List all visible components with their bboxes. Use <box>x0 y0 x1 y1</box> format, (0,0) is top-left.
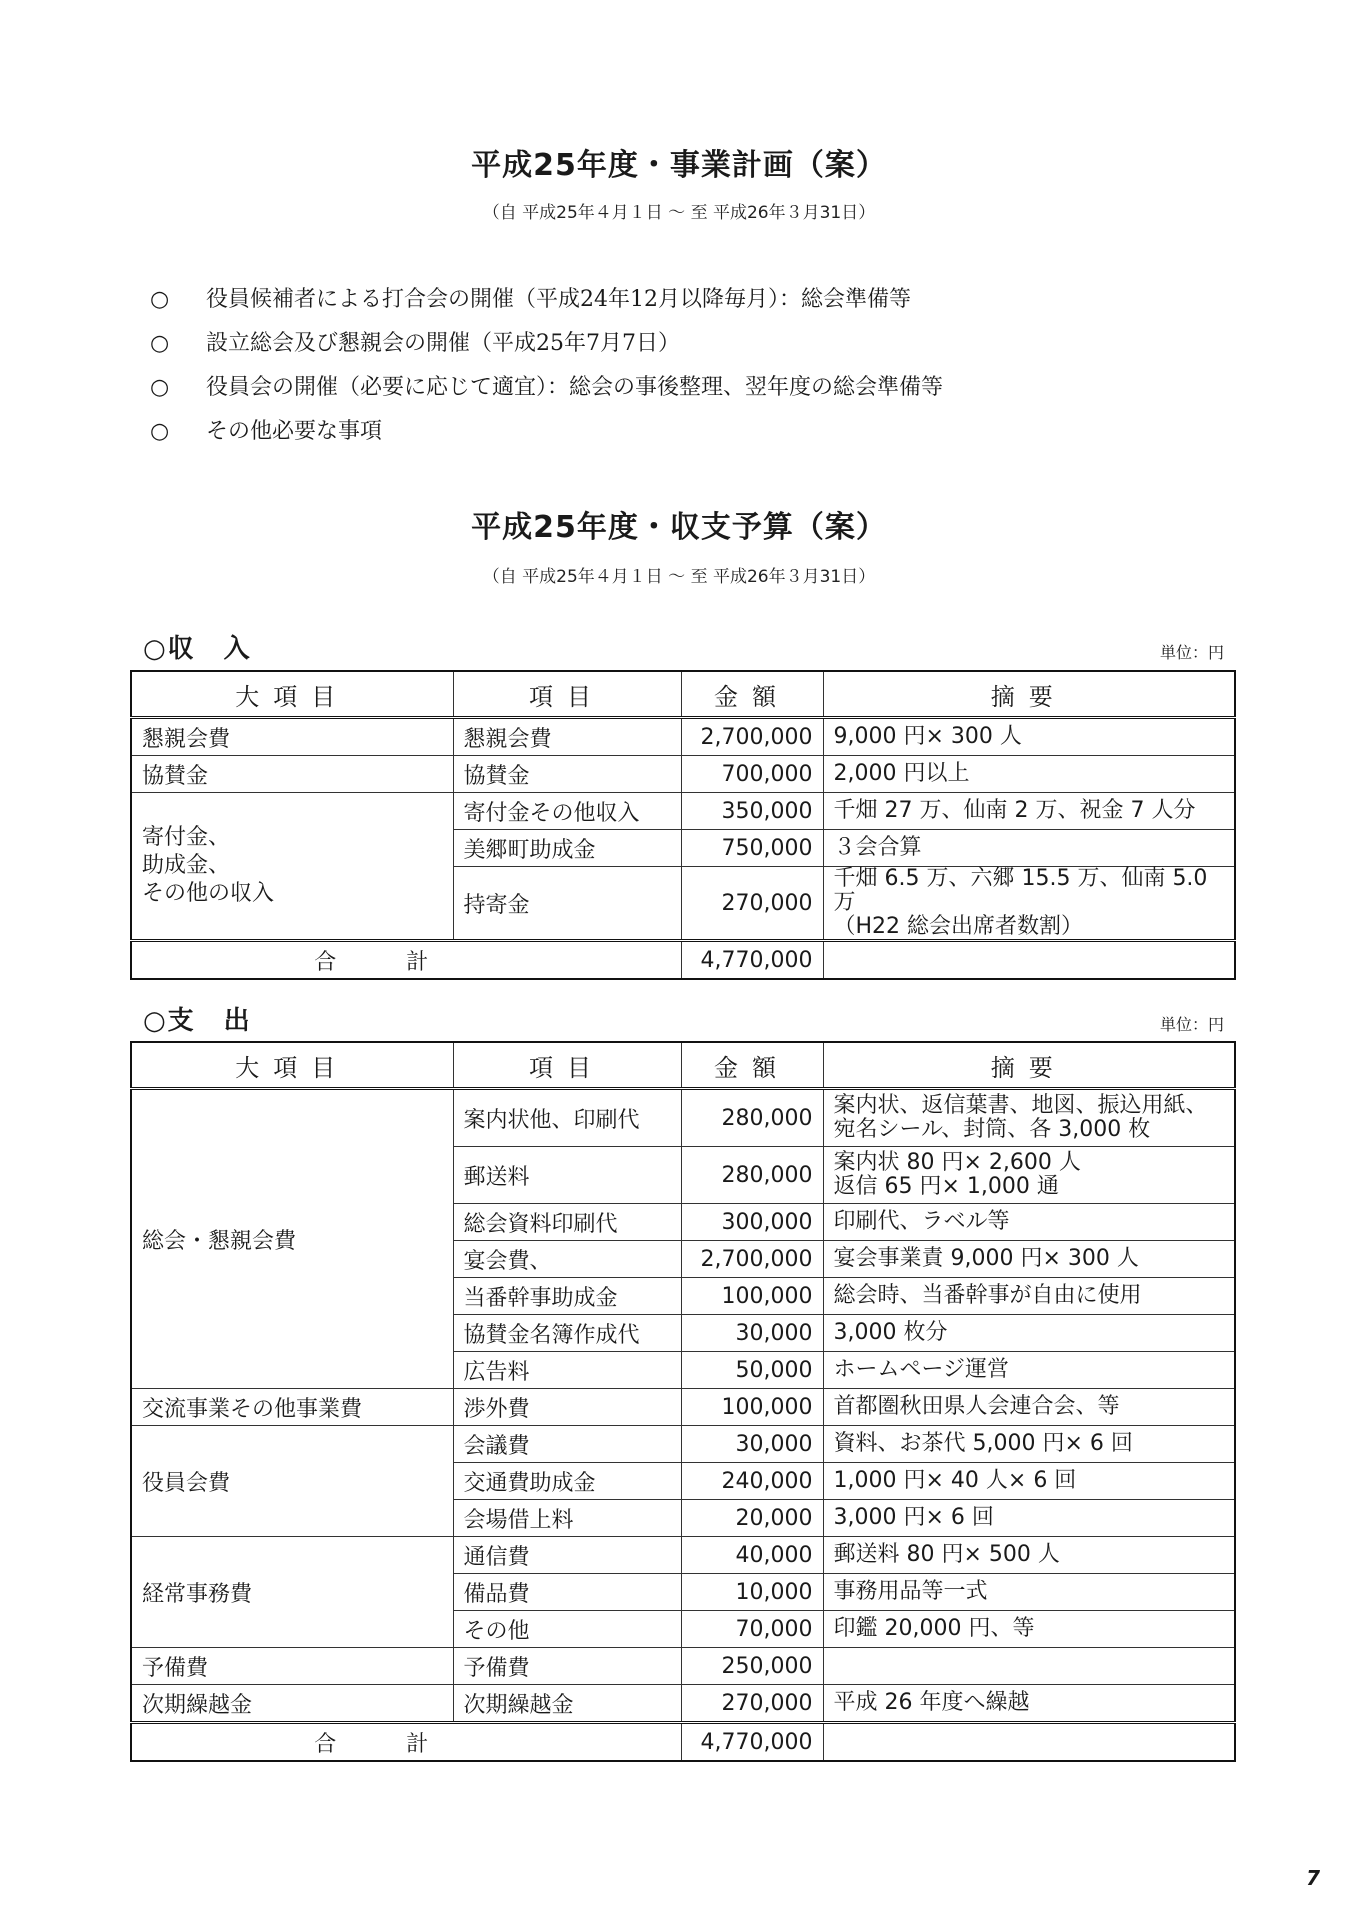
amount-cell: 300,000 <box>681 1204 823 1241</box>
item-cell: 予備費 <box>453 1648 681 1685</box>
amount-cell: 270,000 <box>681 867 823 941</box>
amount-cell: 20,000 <box>681 1500 823 1537</box>
col-item: 項目 <box>453 1042 681 1089</box>
amount-cell: 50,000 <box>681 1352 823 1389</box>
table-row <box>131 1648 1235 1685</box>
item-cell: 持寄金 <box>453 867 681 941</box>
table-header-row <box>131 671 1235 718</box>
plan-item <box>150 322 943 366</box>
note-cell: 3,000 円× 6 回 <box>823 1500 1235 1537</box>
income-unit: 単位：円 <box>1159 643 1224 662</box>
plan-item-text: 役員会の開催（必要に応じて適宜）：総会の事後整理、翌年度の総会準備等 <box>206 375 944 400</box>
plan-item <box>150 366 943 410</box>
item-cell: 宴会費、 <box>453 1241 681 1278</box>
col-major: 大項目 <box>131 1042 453 1089</box>
major-cell: 次期繰越金 <box>131 1685 453 1723</box>
plan-list <box>150 278 943 454</box>
item-cell: 広告料 <box>453 1352 681 1389</box>
major-cell: 総会・懇親会費 <box>131 1089 453 1389</box>
major-cell: 予備費 <box>131 1648 453 1685</box>
note-cell: 事務用品等一式 <box>823 1574 1235 1611</box>
page-number: 7 <box>1306 1866 1320 1890</box>
major-cell: 懇親会費 <box>131 718 453 756</box>
note-cell: 総会時、当番幹事が自由に使用 <box>823 1278 1235 1315</box>
item-cell: 次期繰越金 <box>453 1685 681 1723</box>
total-label: 合計 <box>131 1723 681 1762</box>
expense-unit: 単位：円 <box>1159 1015 1224 1034</box>
note-cell: 首都圏秋田県人会連合会、等 <box>823 1389 1235 1426</box>
amount-cell: 40,000 <box>681 1537 823 1574</box>
plan-title: 平成25年度・事業計画（案） <box>471 148 887 183</box>
item-cell: 案内状他、印刷代 <box>453 1089 681 1147</box>
amount-cell: 30,000 <box>681 1426 823 1463</box>
note-cell <box>823 1723 1235 1762</box>
expense-heading: ○支 出 <box>143 1006 252 1036</box>
major-cell: 寄付金、 助成金、 その他の収入 <box>131 793 453 941</box>
major-cell: 交流事業その他事業費 <box>131 1389 453 1426</box>
item-cell: 渉外費 <box>453 1389 681 1426</box>
plan-item-text: 設立総会及び懇親会の開催（平成25年7月7日） <box>206 331 680 356</box>
note-cell: ３会合算 <box>823 830 1235 867</box>
note-cell <box>823 941 1235 980</box>
amount-cell: 750,000 <box>681 830 823 867</box>
item-cell: 交通費助成金 <box>453 1463 681 1500</box>
amount-cell: 70,000 <box>681 1611 823 1648</box>
amount-cell: 240,000 <box>681 1463 823 1500</box>
total-row <box>131 941 1235 980</box>
col-note: 摘要 <box>823 1042 1235 1089</box>
note-cell: 案内状 80 円× 2,600 人 返信 65 円× 1,000 通 <box>823 1147 1235 1204</box>
item-cell: 備品費 <box>453 1574 681 1611</box>
table-row <box>131 1389 1235 1426</box>
note-cell: 印刷代、ラベル等 <box>823 1204 1235 1241</box>
major-cell: 協賛金 <box>131 756 453 793</box>
amount-cell: 2,700,000 <box>681 1241 823 1278</box>
table-row <box>131 1537 1235 1574</box>
item-cell: 会議費 <box>453 1426 681 1463</box>
circle-bullet: ○ <box>150 331 170 356</box>
item-cell: 郵送料 <box>453 1147 681 1204</box>
amount-cell: 100,000 <box>681 1278 823 1315</box>
amount-cell: 350,000 <box>681 793 823 830</box>
total-label: 合計 <box>131 941 681 980</box>
item-cell: 美郷町助成金 <box>453 830 681 867</box>
plan-period: （自 平成25年４月１日 ～ 至 平成26年３月31日） <box>482 203 876 223</box>
item-cell: 会場借上料 <box>453 1500 681 1537</box>
note-cell: 1,000 円× 40 人× 6 回 <box>823 1463 1235 1500</box>
amount-cell: 700,000 <box>681 756 823 793</box>
amount-cell: 270,000 <box>681 1685 823 1723</box>
amount-cell: 280,000 <box>681 1089 823 1147</box>
note-cell: 2,000 円以上 <box>823 756 1235 793</box>
note-cell: 9,000 円× 300 人 <box>823 718 1235 756</box>
item-cell: 当番幹事助成金 <box>453 1278 681 1315</box>
major-cell: 経常事務費 <box>131 1537 453 1648</box>
amount-cell: 2,700,000 <box>681 718 823 756</box>
table-row <box>131 1089 1235 1147</box>
note-cell: 資料、お茶代 5,000 円× 6 回 <box>823 1426 1235 1463</box>
col-major: 大項目 <box>131 671 453 718</box>
circle-bullet: ○ <box>150 419 170 444</box>
total-row <box>131 1723 1235 1762</box>
table-row <box>131 1426 1235 1463</box>
plan-item-text: 役員候補者による打合会の開催（平成24年12月以降毎月）：総会準備等 <box>206 287 911 312</box>
total-amount: 4,770,000 <box>681 941 823 980</box>
table-row <box>131 718 1235 756</box>
item-cell: 通信費 <box>453 1537 681 1574</box>
note-cell: 郵送料 80 円× 500 人 <box>823 1537 1235 1574</box>
budget-period: （自 平成25年４月１日 ～ 至 平成26年３月31日） <box>482 567 876 587</box>
col-amount: 金額 <box>681 671 823 718</box>
plan-item <box>150 410 943 454</box>
circle-bullet: ○ <box>150 375 170 400</box>
amount-cell: 30,000 <box>681 1315 823 1352</box>
table-header-row <box>131 1042 1235 1089</box>
note-cell: 宴会事業責 9,000 円× 300 人 <box>823 1241 1235 1278</box>
item-cell: 寄付金その他収入 <box>453 793 681 830</box>
amount-cell: 10,000 <box>681 1574 823 1611</box>
income-table <box>130 670 1236 980</box>
note-cell: 案内状、返信葉書、地図、振込用紙、 宛名シール、封筒、各 3,000 枚 <box>823 1089 1235 1147</box>
total-amount: 4,770,000 <box>681 1723 823 1762</box>
item-cell: 懇親会費 <box>453 718 681 756</box>
note-cell: 平成 26 年度へ繰越 <box>823 1685 1235 1723</box>
col-item: 項目 <box>453 671 681 718</box>
col-note: 摘要 <box>823 671 1235 718</box>
plan-item <box>150 278 943 322</box>
item-cell: 総会資料印刷代 <box>453 1204 681 1241</box>
table-row <box>131 756 1235 793</box>
major-cell: 役員会費 <box>131 1426 453 1537</box>
budget-title: 平成25年度・収支予算（案） <box>471 510 887 545</box>
amount-cell: 100,000 <box>681 1389 823 1426</box>
plan-item-text: その他必要な事項 <box>206 419 383 444</box>
item-cell: 協賛金 <box>453 756 681 793</box>
note-cell <box>823 1648 1235 1685</box>
item-cell: 協賛金名簿作成代 <box>453 1315 681 1352</box>
table-row <box>131 1685 1235 1723</box>
col-amount: 金額 <box>681 1042 823 1089</box>
amount-cell: 250,000 <box>681 1648 823 1685</box>
note-cell: 印鑑 20,000 円、等 <box>823 1611 1235 1648</box>
amount-cell: 280,000 <box>681 1147 823 1204</box>
expense-table <box>130 1041 1236 1762</box>
note-cell: 千畑 6.5 万、六郷 15.5 万、仙南 5.0 万 （H22 総会出席者数割） <box>823 867 1235 941</box>
circle-bullet: ○ <box>150 287 170 312</box>
income-heading: ○収 入 <box>143 634 252 664</box>
note-cell: 3,000 枚分 <box>823 1315 1235 1352</box>
note-cell: ホームページ運営 <box>823 1352 1235 1389</box>
table-row <box>131 793 1235 830</box>
item-cell: その他 <box>453 1611 681 1648</box>
note-cell: 千畑 27 万、仙南 2 万、祝金 7 人分 <box>823 793 1235 830</box>
